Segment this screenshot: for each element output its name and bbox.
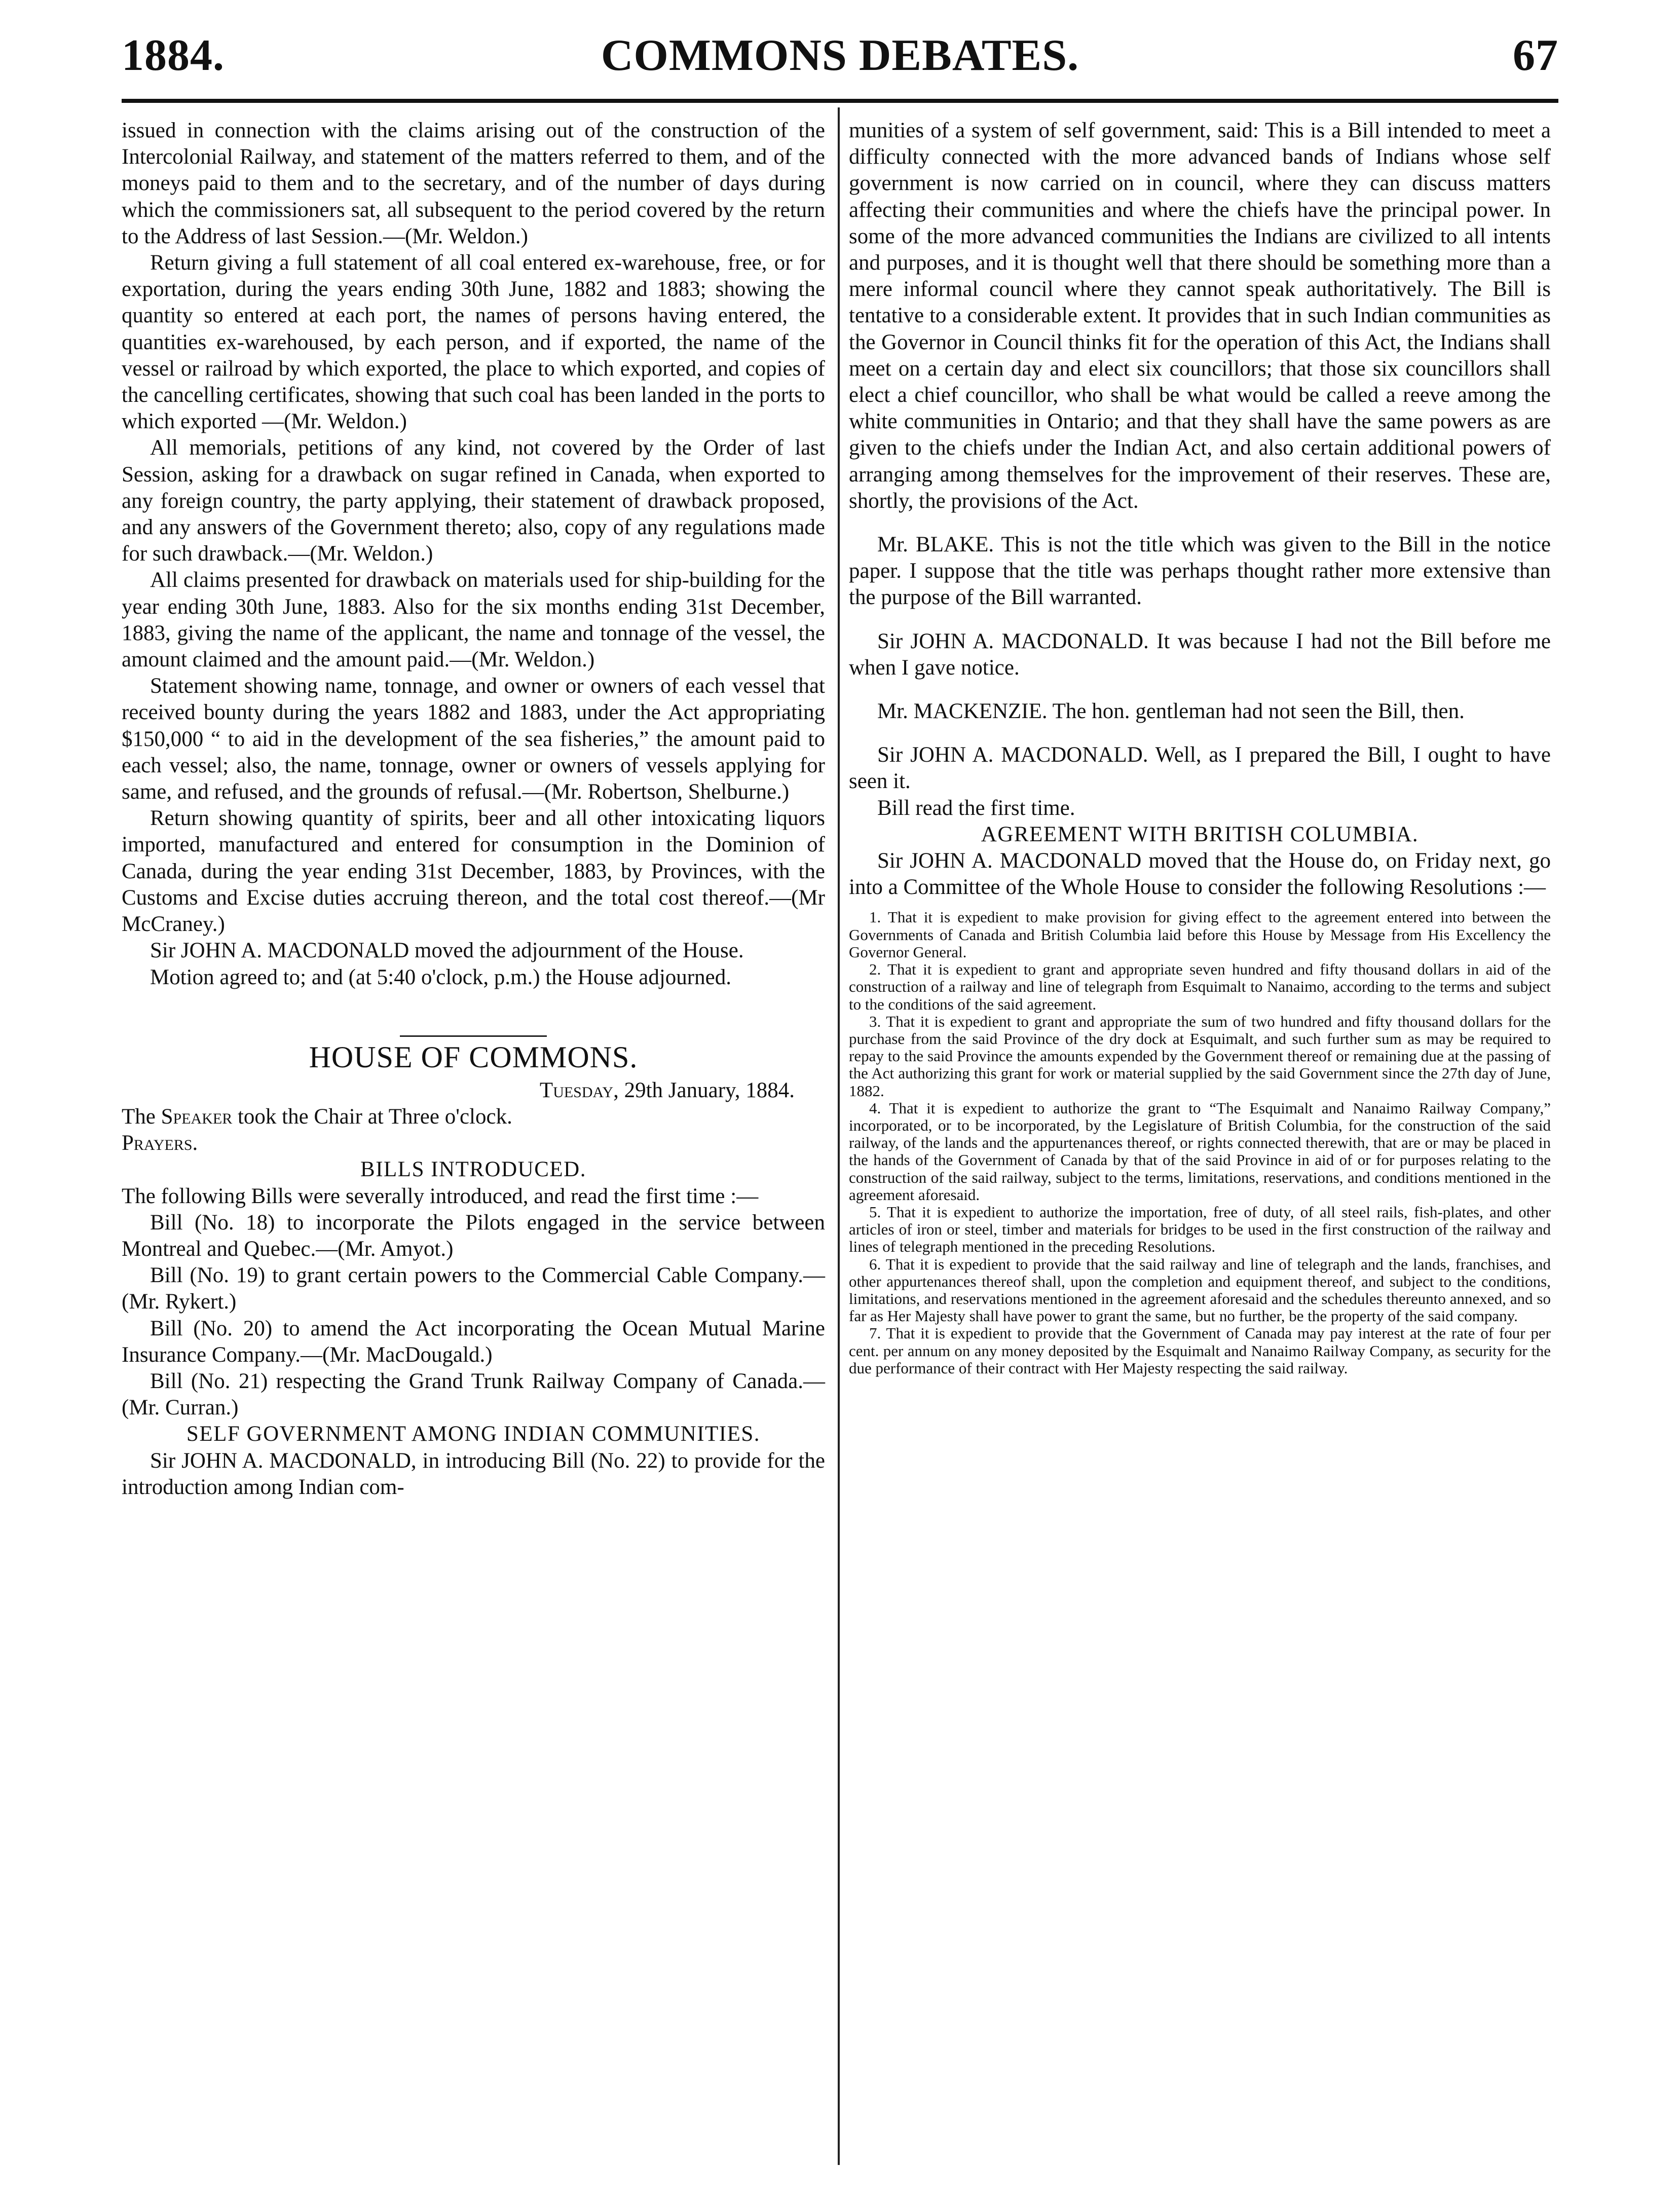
paragraph-return-spirits: Return showing quantity of spirits, beer and all other intoxicating liquors imported, manufactured and entered for consumption in the Dominion of Canada, during the year ending 31st December, 1883, by Provinces, with the Customs and Excise duties accruing thereon, and the total cost thereof.—(Mr McCraney.) [122, 806, 825, 937]
paragraph-memorials-sugar: All memorials, petitions of any kind, not covered by the Order of last Session, asking for a drawback on sugar refined in Canada, when exported to any foreign country, the party applying, their statement of drawback proposed, and any answers of the Government thereto; also, copy of any regulations made for such drawback.—(Mr. Weldon.) [122, 436, 825, 566]
date-rest: , 29th January, 1884. [613, 1078, 795, 1102]
resolution-1: 1. That it is expedient to make provision for giving effect to the agreement entered into between the Governments of Canada and British Columbia laid before this House by Message from His Excellency the Governor General. [849, 908, 1551, 961]
resolution-5: 5. That it is expedient to authorize the importation, free of duty, of all steel rails, fish-plates, and other articles of iron or steel, timber and materials for bridges to be used in the first construction of the railway and lines of telegraph mentioned in the preceding Resolutions. [849, 1203, 1551, 1256]
speaker-title: Speaker [161, 1104, 233, 1129]
british-columbia-heading: AGREEMENT WITH BRITISH COLUMBIA. [981, 822, 1419, 846]
paragraph-statement-bounty: Statement showing name, tonnage, and owner or owners of each vessel that received bounty during the years 1882 and 1883, under the Act appropriating $150,000 “ to aid in the development of the sea fisheries,” the amount paid to each vessel; also, the name, tonnage, owner or owners of vessels applying for same, and refused, and the grounds of refusal.—(Mr. Robertson, Shelburne.) [122, 674, 825, 804]
prayers: Prayers. [122, 1131, 198, 1155]
paragraph-blake: Mr. BLAKE. This is not the title which was given to the Bill in the notice paper. I suppose that the title was perhaps thought rather more extensive than the purpose of the Bill warranted. [849, 533, 1551, 610]
paragraph-adjournment-motion: Sir JOHN A. MACDONALD moved the adjournment of the House. [150, 939, 744, 963]
paragraph-macdonald-notice: Sir JOHN A. MACDONALD. It was because I had not the Bill before me when I gave notice. [849, 629, 1551, 680]
resolution-4: 4. That it is expedient to authorize the grant to “The Esquimalt and Nanaimo Railway Company,” incorporated, or to be incorporated, by the Legislature of British Columbia, for the construction of the said railway, of the lands and the appurtenances thereof, or rights connected therewith, that are or may be placed in the hands of the Government of Canada by that of the said Province in aid of or for purposes relating to the construction of the said railway, subject to the terms, limitations, reservations, and conditions mentioned in the agreement aforesaid. [849, 1099, 1551, 1204]
bill-20: Bill (No. 20) to amend the Act incorporating the Ocean Mutual Marine Insurance Company.—(Mr. MacDougald.) [122, 1316, 825, 1367]
resolution-6: 6. That it is expedient to provide that the said railway and line of telegraph and the lands, franchises, and other appurtenances thereof shall, upon the completion and equipment thereof, and subject to the conditions, limitations, and reservations mentioned in the agreement aforesaid and the schedules thereunto annexed, and so far as Her Majesty shall have power to grant the same, but no further, be the property of the said company. [849, 1255, 1551, 1325]
bills-intro: The following Bills were severally introduced, and read the first time :— [122, 1184, 759, 1208]
paragraph-claims-shipbuilding: All claims presented for drawback on materials used for ship-building for the year ending 30th June, 1883. Also for the six months ending 31st December, 1883, giving the name of the applicant, the name and tonnage of the vessel, the amount claimed and the amount paid.—(Mr. Weldon.) [122, 568, 825, 672]
bills-heading: BILLS INTRODUCED. [360, 1157, 586, 1182]
header-year: 1884. [122, 31, 225, 80]
date-day: Tuesday [539, 1078, 614, 1102]
paragraph-return-intercolonial: issued in connection with the claims arising out of the construction of the Intercolonial Railway, and statement of the matters referred to them, and of the moneys paid to them and to the secretary, and of the number of days during which the commissioners sat, all subsequent to the period covered by the return to the Address of last Session.—(Mr. Weldon.) [122, 119, 825, 248]
speaker-pre: The [122, 1104, 161, 1129]
resolution-3: 3. That it is expedient to grant and appropriate the sum of two hundred and fifty thousand dollars for the purchase from the said Province of the dry dock at Esquimalt, and such further sum as may be required to repay to the said Province the amounts expended by the Government thereof or remaining due at the passing of the Act authorizing this grant for work or material supplied by the said Government since the 27th day of June, 1882. [849, 1012, 1551, 1100]
paragraph-house-adjourned: Motion agreed to; and (at 5:40 o'clock, p.m.) the House adjourned. [150, 965, 731, 989]
bill-19: Bill (No. 19) to grant certain powers to the Commercial Cable Company.—(Mr. Rykert.) [122, 1263, 825, 1314]
resolution-2: 2. That it is expedient to grant and appropriate seven hundred and fifty thousand dollars in aid of the construction of a railway and line of telegraph from Esquimalt to Nanaimo, according to the terms and subject to the conditions of the said agreement. [849, 960, 1551, 1013]
paragraph-first-time: Bill read the first time. [877, 796, 1075, 820]
dateline [122, 1077, 825, 1104]
header-page-number: 67 [1513, 31, 1558, 80]
paragraph-return-coal: Return giving a full statement of all coal entered ex-warehouse, free, or for exportation, during the years ending 30th June, 1882 and 1883; showing the quantity so entered at each port, the names of persons having entered, the quantities ex-warehoused, by each person, and if exported, the name of the vessel or railroad by which exported, the place to which exported, and copies of the cancelling certificates, showing that such coal has been landed in the ports to which exported —(Mr. Weldon.) [122, 251, 825, 434]
left-column [122, 118, 825, 1501]
self-government-heading: SELF GOVERNMENT AMONG INDIAN COMMUNITIES. [186, 1422, 761, 1446]
bill-18: Bill (No. 18) to incorporate the Pilots engaged in the service between Montreal and Quebec.—(Mr. Amyot.) [122, 1210, 825, 1261]
resolutions-list [849, 909, 1551, 1376]
paragraph-mackenzie: Mr. MACKENZIE. The hon. gentleman had not seen the Bill, then. [877, 699, 1465, 724]
paragraph-self-government-speech: munities of a system of self government, said: This is a Bill intended to meet a difficulty connected with the more advanced bands of Indians whose self government is now carried on in council, where they can discuss matters affecting their communities and where the chiefs have the principal power. In some of the more advanced communities the Indians are civilized to all intents and purposes, and it is thought well that there should be something more than a mere informal council where they cannot speak authoritatively. The Bill is tentative to a considerable extent. It provides that in such Indian communities as the Governor in Council thinks fit for the operation of this Act, the Indians shall meet on a certain day and elect six councillors; that those six councillors shall elect a chief councillor, who shall be what would be called a reeve among the white communities in Ontario; and that they shall have the same powers as are given to the chiefs under the Indian Act, and also certain additional powers of arranging among themselves for the improvement of their reserves. These are, shortly, the provisions of the Act. [849, 119, 1551, 513]
right-column [849, 118, 1551, 1377]
header-title: COMMONS DEBATES. [601, 31, 1079, 80]
speaker-line [122, 1104, 825, 1130]
resolution-7: 7. That it is expedient to provide that the Government of Canada may pay interest at the rate of four per cent. per annum on any money deposited by the Esquimalt and Nanaimo Railway Company, as security for the due performance of their contract with Her Majesty respecting the said railway. [849, 1324, 1551, 1377]
paragraph-macdonald-prepared: Sir JOHN A. MACDONALD. Well, as I prepared the Bill, I ought to have seen it. [849, 743, 1551, 794]
speaker-post: took the Chair at Three o'clock. [232, 1104, 512, 1129]
self-government-intro: Sir JOHN A. MACDONALD, in introducing Bill (No. 22) to provide for the introduction among Indian com- [122, 1448, 825, 1499]
paragraph-resolutions-intro: Sir JOHN A. MACDONALD moved that the House do, on Friday next, go into a Committee of the Whole House to consider the following Resolutions :— [849, 849, 1551, 900]
page-header [122, 28, 1558, 99]
bill-21: Bill (No. 21) respecting the Grand Trunk Railway Company of Canada.—(Mr. Curran.) [122, 1369, 825, 1420]
house-heading: HOUSE OF COMMONS. [309, 1040, 638, 1074]
column-divider [838, 107, 840, 2165]
header-rule [122, 99, 1558, 103]
